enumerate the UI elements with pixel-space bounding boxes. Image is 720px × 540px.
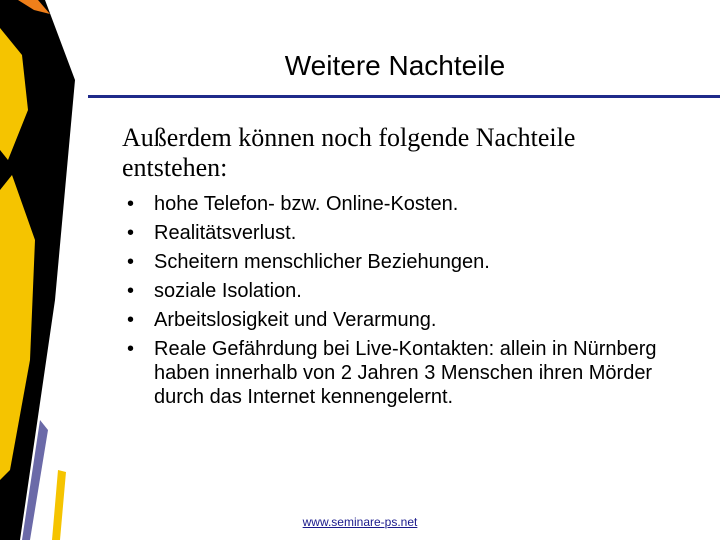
footer-link[interactable]: www.seminare-ps.net — [302, 515, 418, 529]
bullet-item — [122, 250, 682, 274]
bullet-text: soziale Isolation. — [154, 280, 302, 302]
bullet-item — [122, 279, 682, 303]
bullet-item — [122, 337, 682, 409]
bullet-icon: • — [127, 309, 135, 331]
bullet-text: Realitätsverlust. — [154, 222, 297, 244]
bullet-icon: • — [127, 193, 135, 215]
bullet-icon: • — [127, 280, 135, 302]
slide-title: Weitere Nachteile — [284, 50, 506, 81]
bullet-icon: • — [127, 338, 135, 360]
yellow-shape-bottom — [52, 470, 66, 540]
bullet-text: hohe Telefon- bzw. Online-Kosten. — [154, 193, 459, 215]
bullet-text: Arbeitslosigkeit und Verarmung. — [154, 309, 437, 331]
title-divider — [88, 95, 720, 98]
intro-text: Außerdem können noch folgende Nachteile entstehen: — [122, 123, 576, 182]
bullet-text: Scheitern menschlicher Beziehungen. — [154, 251, 490, 273]
bullet-item — [122, 308, 682, 332]
bullet-list — [122, 192, 682, 414]
bullet-item — [122, 221, 682, 245]
bullet-item — [122, 192, 682, 216]
bullet-icon: • — [127, 251, 135, 273]
bullet-text: Reale Gefährdung bei Live-Kontakten: allein in Nürnberg haben innerhalb von 2 Jahren 3 Menschen ihren Mörder durch das Internet kennengelernt. — [154, 338, 657, 408]
bullet-icon: • — [127, 222, 135, 244]
